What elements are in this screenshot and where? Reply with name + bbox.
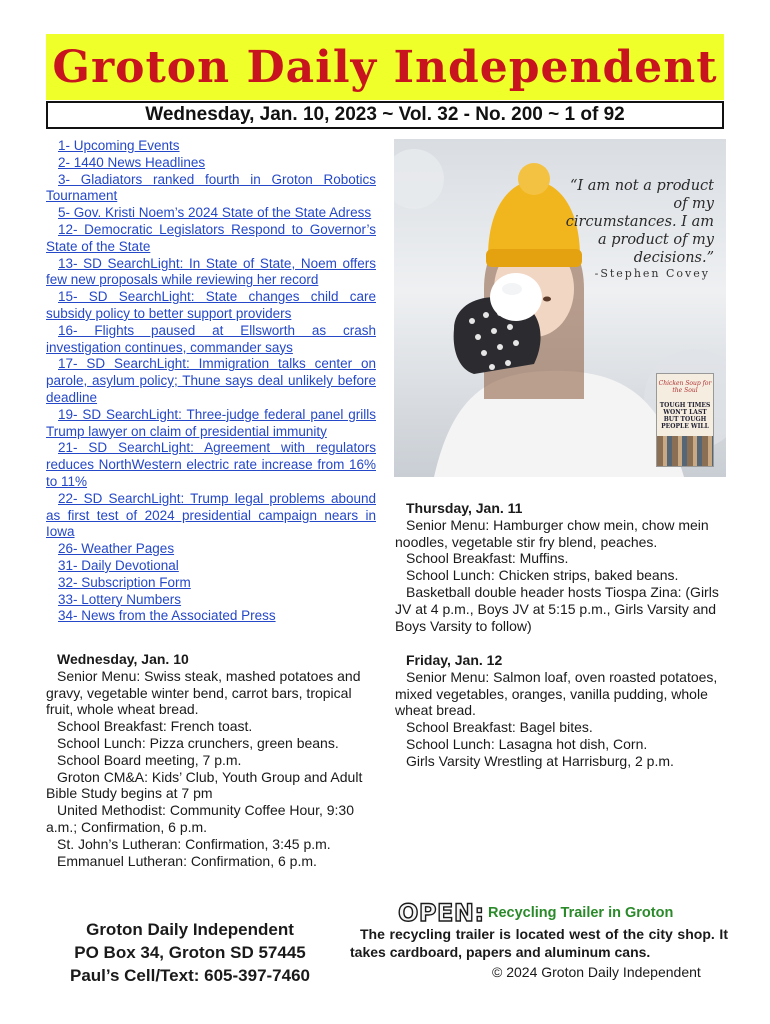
event-line: School Breakfast: Bagel bites. [406,719,593,736]
toc-item[interactable] [46,222,376,256]
toc-item[interactable] [46,205,376,222]
toc-link[interactable]: 16- Flights paused at Ellsworth as crash investigation continues, commander says [46,322,376,355]
event-line: Senior Menu: Swiss steak, mashed potatoes and gravy, vegetable winter bend, carrot bars, tropical fruit, whole wheat bread. [46,667,361,718]
toc-item[interactable] [46,491,376,541]
contact-block [48,918,332,987]
contact-phone: Paul’s Cell/Text: 605-397-7460 [69,966,311,985]
book-series: Chicken Soup for the Soul [658,380,712,394]
quote-photo [394,139,726,477]
event-line: Senior Menu: Hamburger chow mein, chow mein noodles, vegetable stir fry blend, peaches. [395,516,709,550]
event-line: Basketball double header hosts Tiospa Zina: (Girls JV at 4 p.m., Boys JV at 5:15 p.m., Girls Varsity and Boys Varsity to follow) [395,583,719,634]
events-friday [395,652,727,770]
event-line: School Breakfast: French toast. [57,718,253,735]
toc-item[interactable] [46,608,376,625]
toc-link[interactable]: 17- SD SearchLight: Immigration talks center on parole, asylum policy; Thune says deal unlikely before deadline [46,356,376,405]
toc-link[interactable]: 31- Daily Devotional [58,557,179,573]
toc-link[interactable]: 32- Subscription Form [58,574,191,590]
event-line: Emmanuel Lutheran: Confirmation, 6 p.m. [57,852,317,869]
toc-item[interactable] [46,592,376,609]
toc-link[interactable]: 21- SD SearchLight: Agreement with regulators reduces NorthWestern electric rate increase from 16% to 11% [46,440,376,489]
events-thursday [395,500,727,634]
event-line: School Lunch: Lasagna hot dish, Corn. [406,735,648,752]
day-heading: Thursday, Jan. 11 [406,500,523,516]
toc-link[interactable]: 19- SD SearchLight: Three-judge federal panel grills Trump lawyer on claim of presidential immunity [46,406,376,439]
toc-item[interactable] [46,155,376,172]
toc-link[interactable]: 1- Upcoming Events [58,138,180,153]
toc-link[interactable]: 12- Democratic Legislators Respond to Governor’s State of the State [46,221,376,254]
book-cover [656,373,714,467]
toc-link[interactable]: 33- Lottery Numbers [58,591,182,607]
quote-text: “I am not a product of my circumstances. I am a product of my decisions.” [565,178,714,266]
event-line: Girls Varsity Wrestling at Harrisburg, 2 p.m. [406,752,674,769]
toc-link[interactable]: 13- SD SearchLight: In State of State, Noem offers few new proposals while reviewing her record [46,255,376,288]
toc-item[interactable] [46,256,376,290]
toc-item[interactable] [46,323,376,357]
recycling-body: The recycling trailer is located west of the city shop. It takes cardboard, papers and aluminum cans. [350,926,728,960]
contact-address: PO Box 34, Groton SD 57445 [74,943,306,962]
event-line: Senior Menu: Salmon loaf, oven roasted potatoes, mixed vegetables, oranges, vanilla pudding, whole wheat bread. [395,668,718,719]
masthead-title: Groton Daily Independent [52,41,718,93]
toc-item[interactable] [46,356,376,406]
book-title: TOUGH TIMES WON'T LAST BUT TOUGH PEOPLE WILL [659,402,711,430]
toc-item[interactable] [46,440,376,490]
toc-item[interactable] [46,558,376,575]
event-line: Groton CM&A: Kids’ Club, Youth Group and Adult Bible Study begins at 7 pm [46,768,363,802]
toc-item[interactable] [46,138,376,155]
toc-item[interactable] [46,407,376,441]
toc-item[interactable] [46,289,376,323]
toc-link[interactable]: 3- Gladiators ranked fourth in Groton Robotics Tournament [46,171,376,204]
copyright: © 2024 Groton Daily Independent [492,964,701,980]
toc-item[interactable] [46,172,376,206]
table-of-contents [46,138,376,625]
event-line: School Breakfast: Muffins. [406,550,569,567]
event-line: School Lunch: Chicken strips, baked beans. [406,567,679,584]
day-heading: Wednesday, Jan. 10 [57,651,189,667]
recycling-heading: Recycling Trailer in Groton [488,905,674,921]
toc-link[interactable]: 22- SD SearchLight: Trump legal problems abound as first test of 2024 presidential campaign nears in Iowa [46,490,376,540]
day-heading: Friday, Jan. 12 [406,652,503,668]
toc-link[interactable]: 34- News from the Associated Press [58,608,276,624]
open-badge: OPEN: [398,899,485,927]
toc-link[interactable]: 2- 1440 News Headlines [58,154,206,170]
event-line: United Methodist: Community Coffee Hour, 9:30 a.m.; Confirmation, 6 p.m. [46,802,355,835]
toc-link[interactable]: 26- Weather Pages [58,541,175,557]
event-line: School Board meeting, 7 p.m. [57,751,242,768]
contact-name: Groton Daily Independent [86,920,294,939]
masthead [46,34,724,100]
dateline: Wednesday, Jan. 10, 2023 ~ Vol. 32 - No. 200 ~ 1 of 92 [46,101,724,129]
quote-author: -Stephen Covey [594,267,710,280]
events-wednesday [46,651,378,869]
toc-item[interactable] [46,541,376,558]
toc-link[interactable]: 15- SD SearchLight: State changes child care subsidy policy to better support providers [46,289,376,321]
event-line: St. John’s Lutheran: Confirmation, 3:45 p.m. [57,835,331,852]
toc-link[interactable]: 5- Gov. Kristi Noem’s 2024 State of the State Adress [58,205,372,221]
event-line: School Lunch: Pizza crunchers, green beans. [57,734,339,751]
book-cover-art [657,436,713,466]
toc-item[interactable] [46,575,376,592]
